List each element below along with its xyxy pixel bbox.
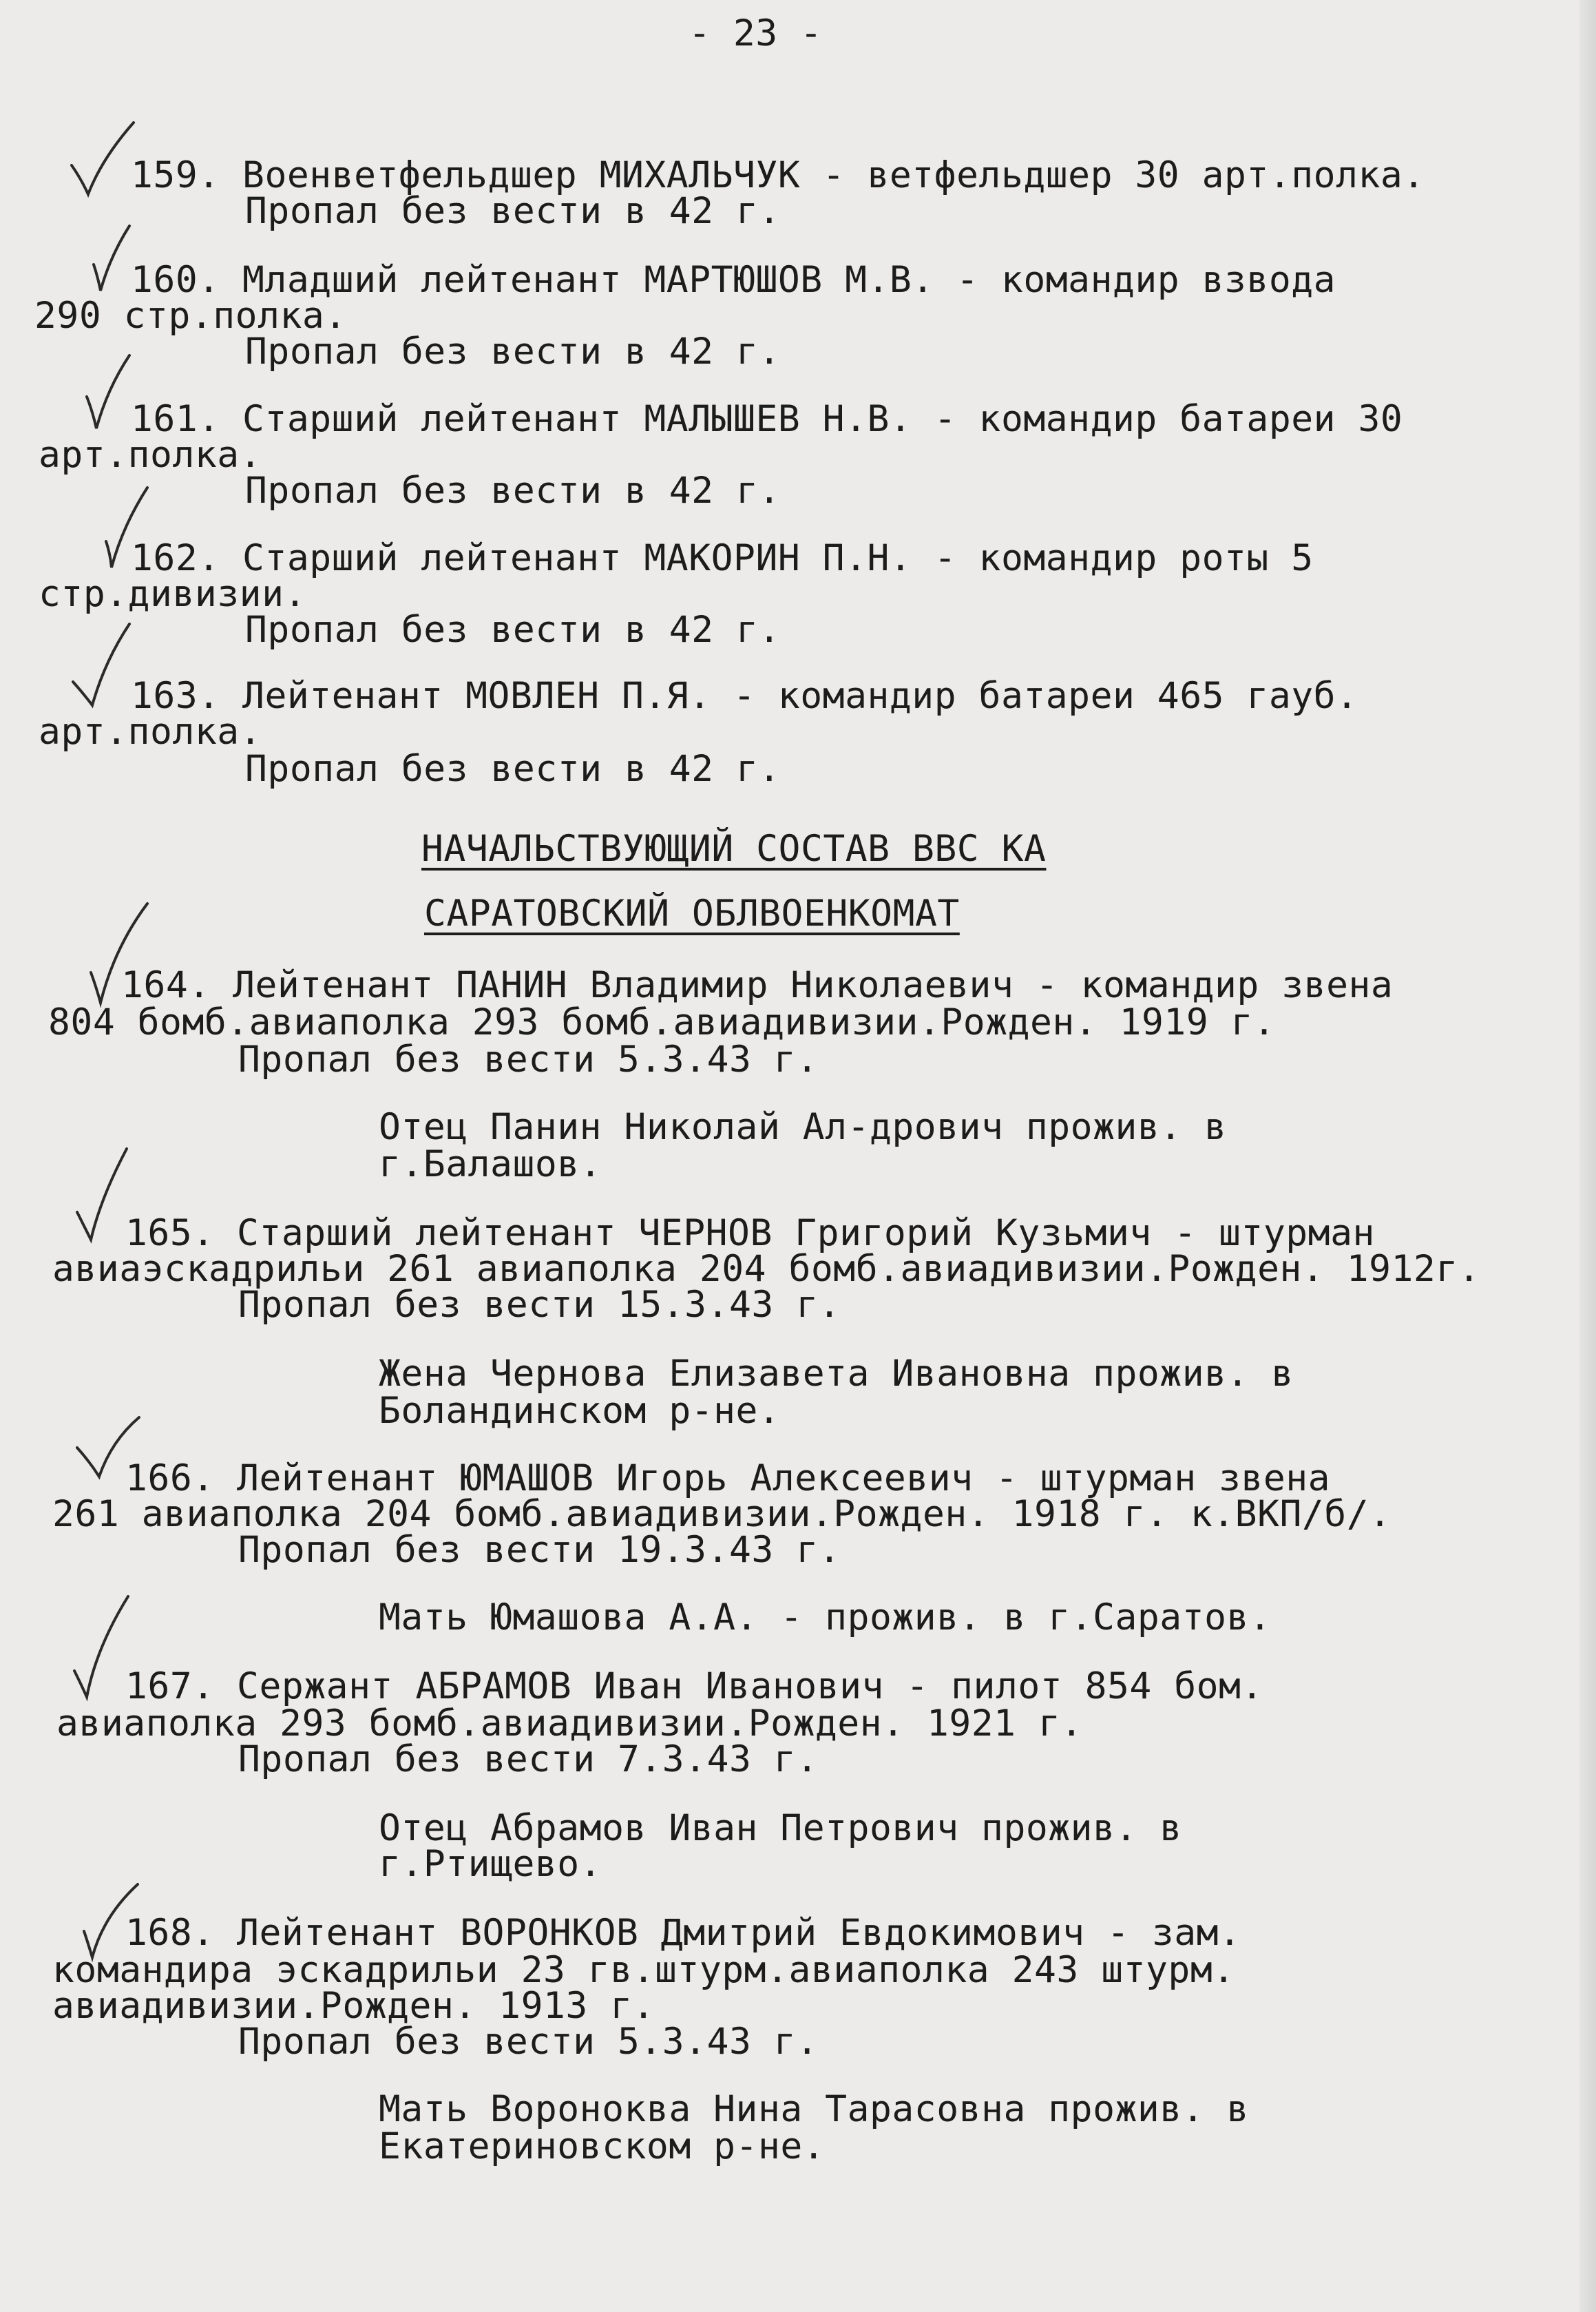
entry-165-line-cont: авиаэскадрильи 261 авиаполка 204 бомб.авиадивизии.Рожден. 1912г. xyxy=(52,1248,1481,1290)
entry-167-line-cont: авиаполка 293 бомб.авиадивизии.Рожден. 1921 г. xyxy=(56,1702,1083,1745)
page-edge-shadow xyxy=(1579,0,1596,2312)
entry-168-line: 168. Лейтенант ВОРОНКОВ Дмитрий Евдокимович - зам. xyxy=(125,1912,1241,1954)
entry-168-kin-cont: Екатериновском р-не. xyxy=(379,2125,826,2167)
entry-162-status: Пропал без вести в 42 г. xyxy=(245,609,781,651)
entry-159-line: 159. Военветфельдшер МИХАЛЬЧУК - ветфельдшер 30 арт.полка. xyxy=(131,154,1425,196)
entry-161-line: 161. Старший лейтенант МАЛЫШЕВ Н.В. - командир батареи 30 xyxy=(131,398,1403,440)
entry-160-line: 160. Младший лейтенант МАРТЮШОВ М.В. - командир взвода xyxy=(131,259,1336,301)
entry-166-status: Пропал без вести 19.3.43 г. xyxy=(238,1529,841,1571)
check-mark-icon xyxy=(72,1143,134,1247)
entry-165-line: 165. Старший лейтенант ЧЕРНОВ Григорий Кузьмич - штурман xyxy=(125,1212,1375,1254)
entry-163-status: Пропал без вести в 42 г. xyxy=(245,748,781,790)
entry-167-status: Пропал без вести 7.3.43 г. xyxy=(238,1738,819,1780)
entry-162-line: 162. Старший лейтенант МАКОРИН П.Н. - командир роты 5 xyxy=(131,537,1314,579)
page-number: - 23 - xyxy=(689,12,823,54)
entry-164-line: 164. Лейтенант ПАНИН Владимир Николаевич - командир звена xyxy=(121,964,1394,1006)
entry-164-kin-cont: г.Балашов. xyxy=(379,1143,602,1185)
entry-167-kin-cont: г.Ртищево. xyxy=(379,1843,602,1885)
entry-168-line-cont2: авиадивизии.Рожден. 1913 г. xyxy=(52,1985,655,2027)
entry-167-line: 167. Сержант АБРАМОВ Иван Иванович - пилот 854 бом. xyxy=(125,1665,1263,1707)
entry-160-line-cont: 290 стр.полка. xyxy=(34,295,347,337)
entry-163-line-cont: арт.полка. xyxy=(39,711,262,753)
entry-168-status: Пропал без вести 5.3.43 г. xyxy=(238,2021,819,2063)
entry-168-line-cont: командира эскадрильи 23 гв.штурм.авиаполка 243 штурм. xyxy=(52,1949,1235,1991)
entry-167-kin: Отец Абрамов Иван Петрович прожив. в xyxy=(379,1807,1182,1849)
entry-163-line: 163. Лейтенант МОВЛЕН П.Я. - командир батареи 465 гауб. xyxy=(131,675,1358,717)
entry-164-line-cont: 804 бомб.авиаполка 293 бомб.авиадивизии.Рожден. 1919 г. xyxy=(48,1001,1276,1043)
entry-162-line-cont: стр.дивизии. xyxy=(39,573,306,615)
entry-164-kin: Отец Панин Николай Ал-дрович прожив. в xyxy=(379,1106,1227,1148)
check-mark-icon xyxy=(81,351,136,434)
entry-166-line-cont: 261 авиаполка 204 бомб.авиадивизии.Рожден. 1918 г. к.ВКП/б/. xyxy=(52,1493,1392,1535)
entry-166-line: 166. Лейтенант ЮМАШОВ Игорь Алексеевич - штурман звена xyxy=(125,1457,1331,1499)
entry-159-status: Пропал без вести в 42 г. xyxy=(245,190,781,232)
entry-165-kin: Жена Чернова Елизавета Ивановна прожив. в xyxy=(379,1353,1294,1395)
entry-161-line-cont: арт.полка. xyxy=(39,434,262,476)
entry-166-kin: Мать Юмашова А.А. - прожив. в г.Саратов. xyxy=(379,1596,1272,1638)
entry-160-status: Пропал без вести в 42 г. xyxy=(245,331,781,373)
section-title-oblvoenkomat: САРАТОВСКИЙ ОБЛВОЕНКОМАТ xyxy=(424,893,960,935)
entry-165-kin-cont: Боландинском р-не. xyxy=(379,1390,781,1432)
section-title-vvs: НАЧАЛЬСТВУЮЩИЙ СОСТАВ ВВС КА xyxy=(421,828,1047,870)
entry-164-status: Пропал без вести 5.3.43 г. xyxy=(238,1039,819,1081)
entry-165-status: Пропал без вести 15.3.43 г. xyxy=(238,1284,841,1326)
entry-168-kin: Мать Вороноква Нина Тарасовна прожив. в xyxy=(379,2088,1249,2130)
entry-161-status: Пропал без вести в 42 г. xyxy=(245,470,781,512)
